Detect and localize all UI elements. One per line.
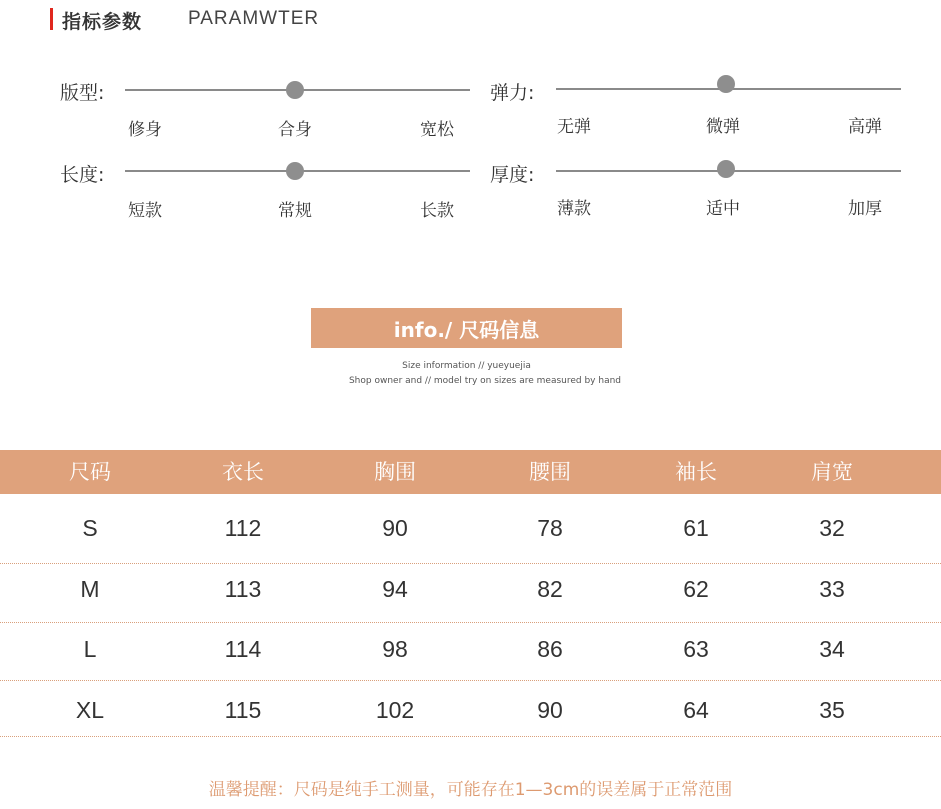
table-cell: 102 [375,697,415,723]
row-divider [0,680,941,681]
table-cell: M [80,576,100,602]
table-cell: XL [75,697,105,723]
table-cell: 33 [819,576,845,602]
table-cell: 112 [224,515,262,541]
table-cell: 78 [537,515,563,541]
table-cell: 113 [224,576,262,602]
column-header-size: 尺码 [69,460,111,484]
title-accent-bar [50,8,53,30]
table-cell: 62 [683,576,709,602]
column-header-bust: 胸围 [374,460,416,484]
table-cell: 32 [819,515,845,541]
param-length-option-mid: 常规 [278,201,312,221]
param-length-option-high: 长款 [420,201,454,221]
column-header-waist: 腰围 [529,460,571,484]
param-fit-option-low: 修身 [128,120,162,140]
param-fit-option-mid: 合身 [278,120,312,140]
table-cell: 86 [537,636,563,662]
param-thickness-option-mid: 适中 [706,199,740,219]
section-title: 指标参数 [62,11,143,33]
param-fit-label: 版型: [60,82,105,104]
size-info-subtitle: Size information // yueyuejia [402,361,531,371]
table-cell: S [82,515,98,541]
table-cell: 94 [382,576,408,602]
table-cell: 90 [537,697,563,723]
param-fit-option-high: 宽松 [420,120,454,140]
table-cell: 63 [683,636,709,662]
param-fit-marker [286,81,304,99]
table-cell: 35 [819,697,845,723]
param-thickness-option-low: 薄款 [557,199,591,219]
size-info-banner [311,308,622,348]
param-stretch-option-mid: 微弹 [706,117,740,137]
size-info-note: Shop owner and // model try on sizes are measured by hand [348,376,622,386]
param-thickness-option-high: 加厚 [848,199,882,219]
column-header-length: 衣长 [222,460,264,484]
param-thickness-marker [717,160,735,178]
param-thickness-label: 厚度: [490,164,535,186]
table-cell: 64 [683,697,709,723]
param-stretch-option-high: 高弹 [848,117,882,137]
row-divider [0,563,941,564]
row-divider [0,736,941,737]
table-cell: 98 [382,636,408,662]
section-title-en: PARAMWTER [188,8,320,29]
table-cell: 34 [819,636,845,662]
table-cell: 115 [224,697,262,723]
param-stretch-label: 弹力: [490,82,535,104]
param-stretch-marker [717,75,735,93]
param-length-option-low: 短款 [128,201,162,221]
param-length-marker [286,162,304,180]
param-stretch-option-low: 无弹 [557,117,591,137]
table-cell: 90 [382,515,408,541]
table-cell: 114 [224,636,262,662]
column-header-shoulder: 肩宽 [811,460,853,484]
row-divider [0,622,941,623]
column-header-sleeve: 袖长 [675,460,717,484]
measurement-note: 温馨提醒：尺码是纯手工测量，可能存在1—3cm的误差属于正常范围 [208,780,733,800]
table-cell: 61 [683,515,709,541]
table-cell: L [83,636,97,662]
table-cell: 82 [537,576,563,602]
param-length-label: 长度: [60,164,105,186]
size-info-banner-label: info./ 尺码信息 [393,317,540,342]
